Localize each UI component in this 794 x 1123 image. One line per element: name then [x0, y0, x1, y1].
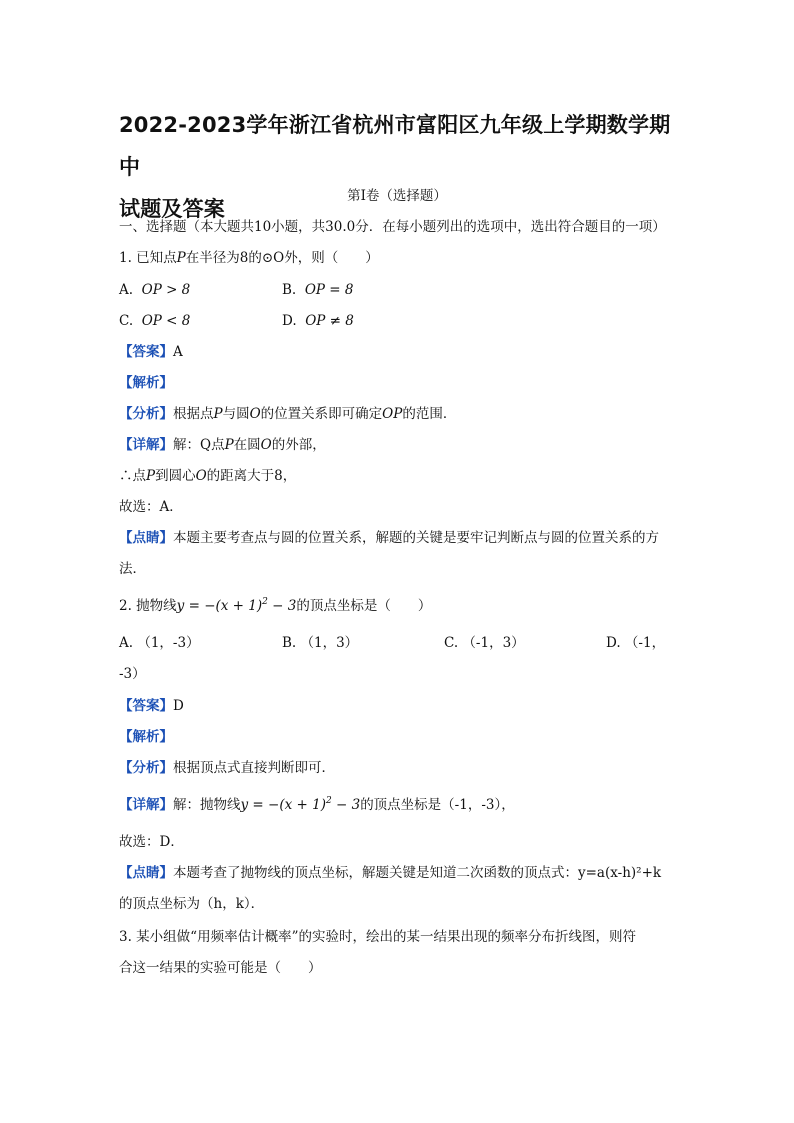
q1-detail: 【详解】解：Q点P在圆O的外部，: [119, 437, 326, 453]
q1-detail-line-2: ∴点P到圆心O的距离大于8，: [119, 468, 297, 484]
q1-option-c: C. OP < 8: [119, 313, 191, 329]
q1-choose: 故选：A．: [119, 499, 183, 515]
q1-answer: 【答案】A: [119, 344, 183, 360]
q2-answer: 【答案】D: [119, 698, 184, 714]
q2-option-a: A. （1，-3）: [119, 635, 200, 651]
q1-review-line-2: 法．: [119, 561, 146, 577]
q1-option-b: B. OP = 8: [282, 282, 354, 298]
q2-fenxi: 【分析】根据顶点式直接判断即可．: [119, 760, 335, 776]
q1-analysis-label: 【解析】: [119, 375, 173, 391]
q2-option-b: B. （1，3）: [282, 635, 359, 651]
q1-review: 【点睛】本题主要考查点与圆的位置关系，解题的关键是要牢记判断点与圆的位置关系的方: [119, 530, 659, 546]
q1-stem: 1. 已知点P在半径为8的⊙O外，则（ ）: [119, 250, 379, 266]
q2-option-d: D. （-1，: [606, 635, 666, 651]
q1-fenxi: 【分析】根据点P与圆O的位置关系即可确定OP的范围．: [119, 406, 457, 422]
document-title: [119, 104, 689, 230]
q3-stem-line-2: 合这一结果的实验可能是（ ）: [119, 960, 322, 976]
title-line-1: 2022-2023学年浙江省杭州市富阳区九年级上学期数学期中: [119, 113, 671, 179]
q2-analysis-label: 【解析】: [119, 729, 173, 745]
q3-stem: 3. 某小组做“用频率估计概率”的实验时，绘出的某一结果出现的频率分布折线图，则符: [119, 929, 636, 945]
q2-review: 【点睛】本题考查了抛物线的顶点坐标，解题关键是知道二次函数的顶点式：y=a(x-h)²+k: [119, 865, 662, 881]
volume-title: 第I卷（选择题）: [347, 188, 447, 204]
q1-option-a: A. OP > 8: [119, 282, 191, 298]
q2-choose: 故选：D．: [119, 834, 184, 850]
title-line-2: 试题及答案: [119, 197, 225, 221]
q2-option-d-cont: -3）: [119, 666, 146, 682]
point-p: P: [176, 250, 186, 266]
q2-option-c: C. （-1，3）: [444, 635, 525, 651]
parabola-formula: $y = -(x + 1)^2 - 3$: [176, 597, 297, 614]
q2-review-line-2: 的顶点坐标为（h，k）．: [119, 896, 265, 912]
q2-detail: 【详解】解：抛物线$y = -(x + 1)^2 - 3$的顶点坐标是（-1，-3），: [119, 796, 515, 813]
q1-option-d: D. OP ≠ 8: [282, 313, 354, 329]
q2-stem: 2. 抛物线$y = -(x + 1)^2 - 3$的顶点坐标是（ ）: [119, 597, 432, 614]
section-heading: 一、选择题（本大题共10小题，共30.0分．在每小题列出的选项中，选出符合题目的一项）: [119, 219, 666, 235]
